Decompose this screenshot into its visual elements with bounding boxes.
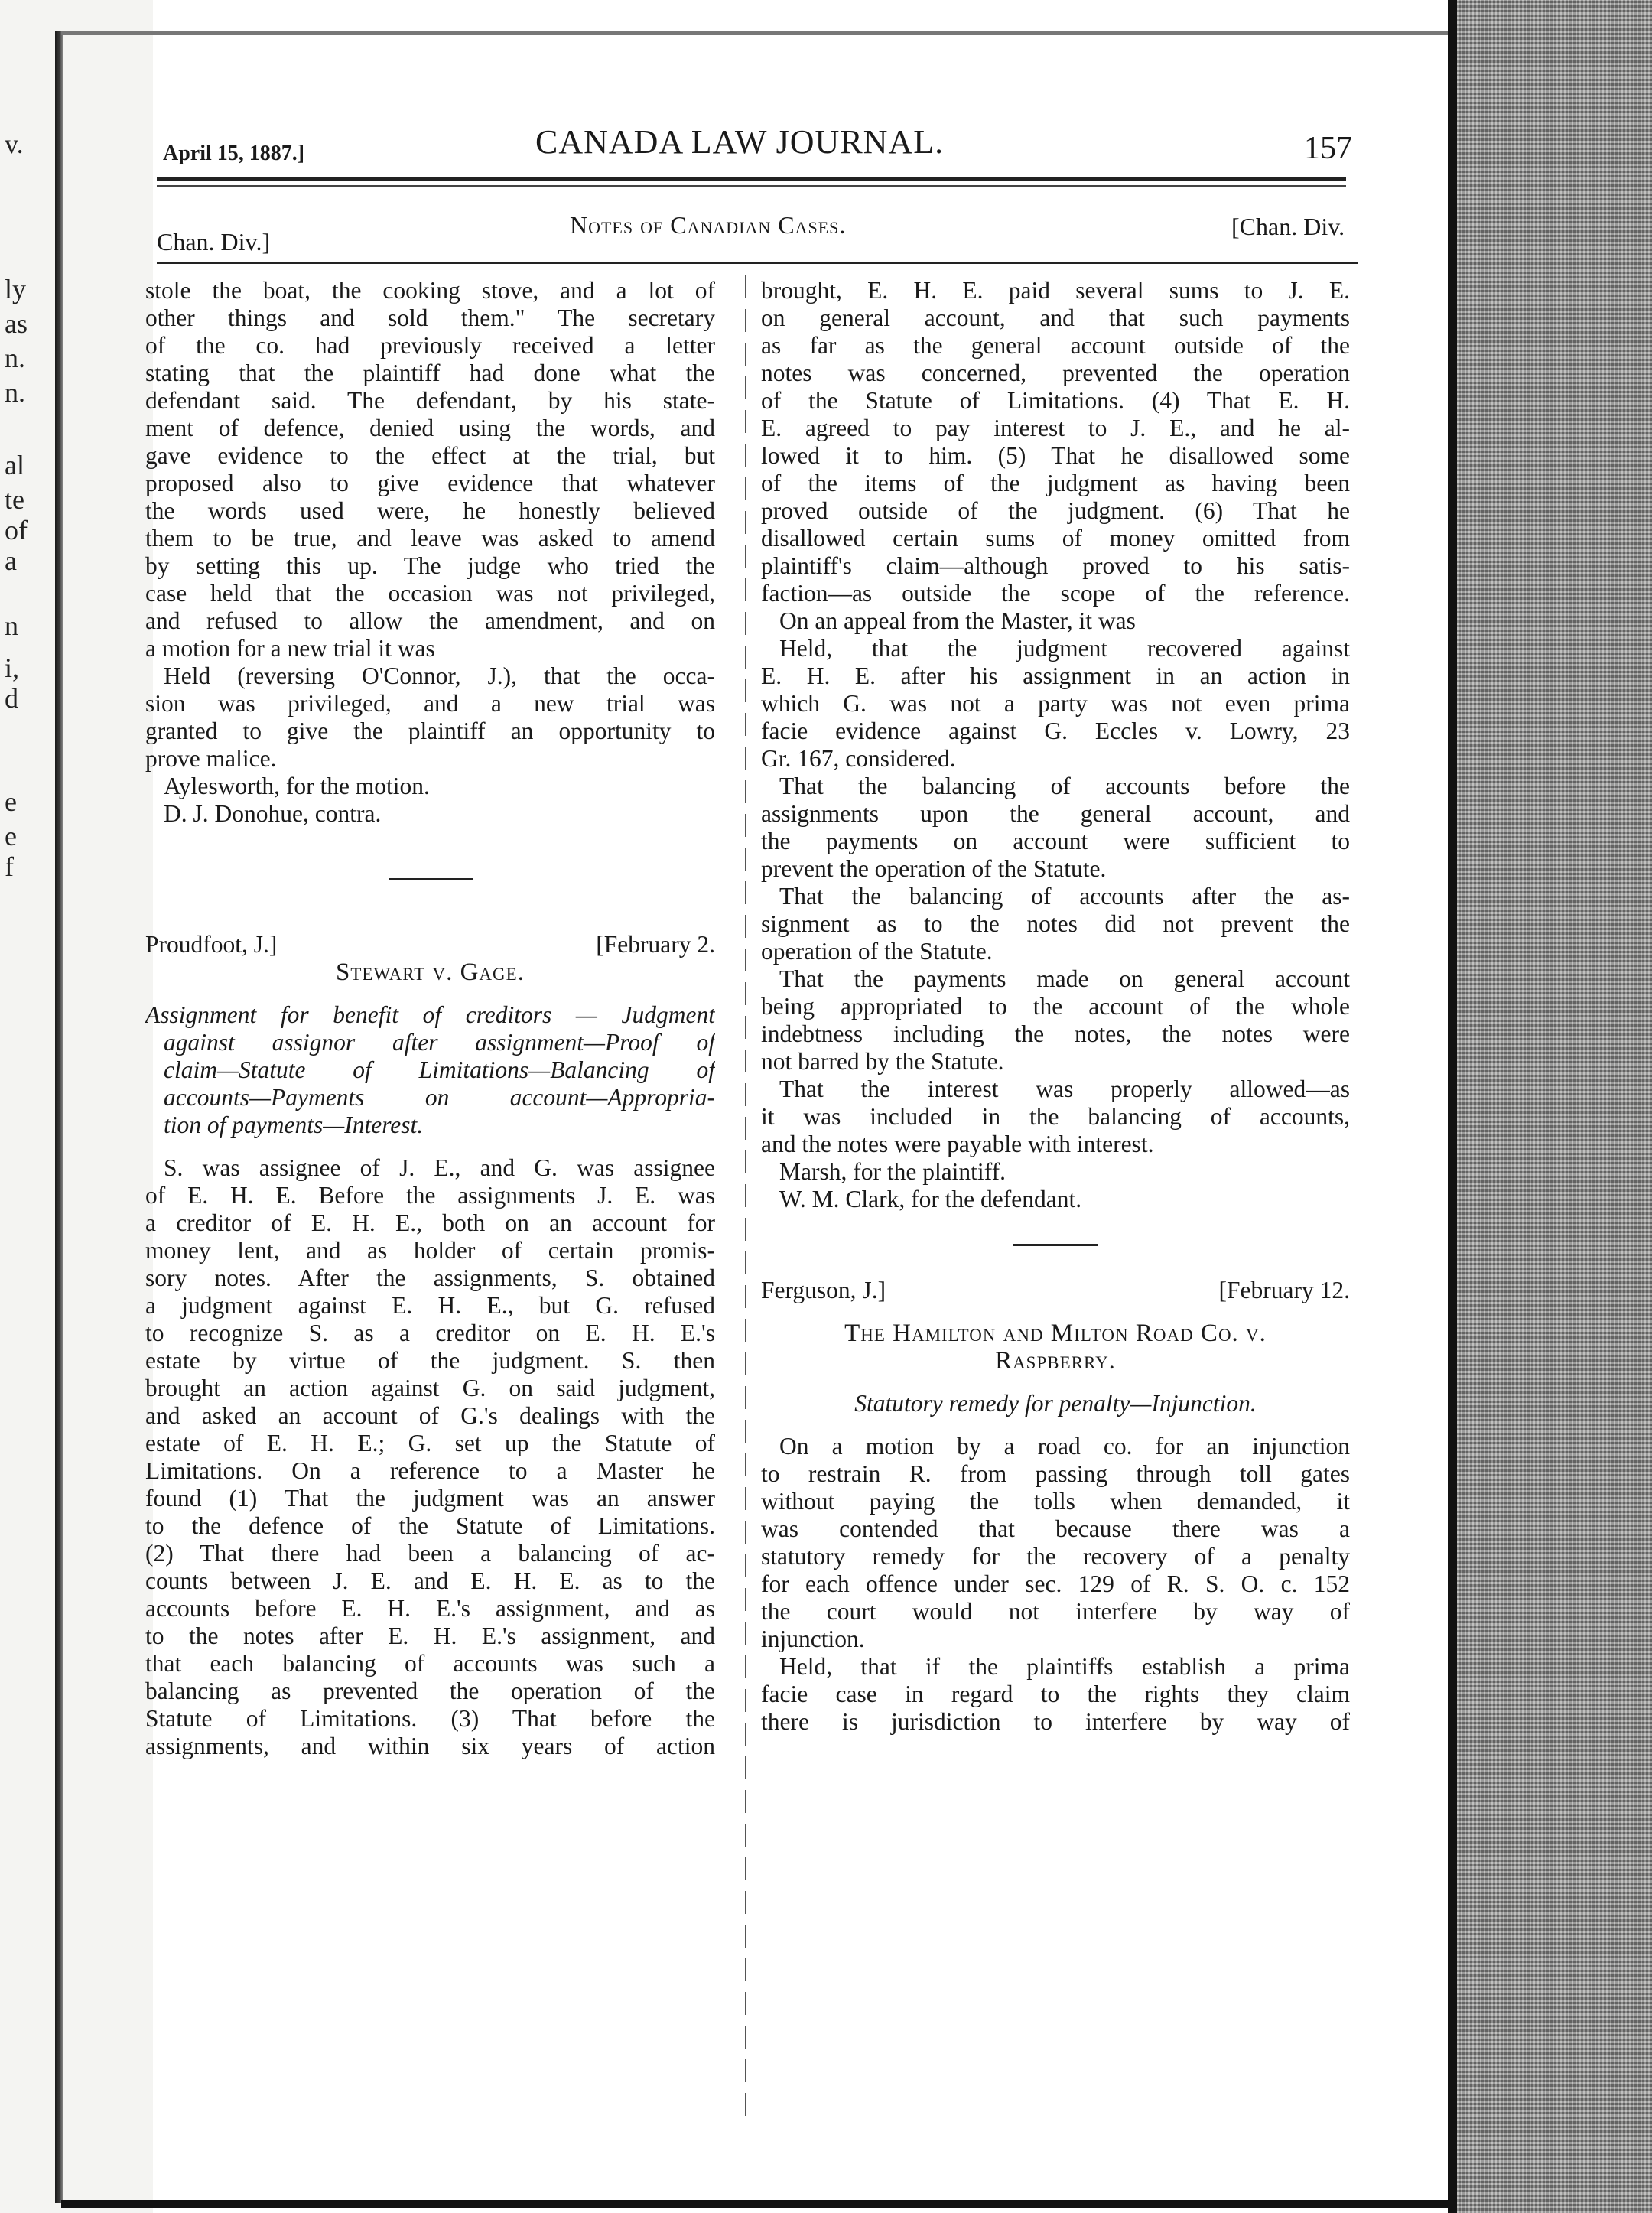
left-column	[145, 277, 715, 1760]
page-number: 157	[1304, 131, 1352, 166]
text-line: accounts before E. H. E.'s assignment, and as	[145, 1595, 715, 1622]
section-label-left: Chan. Div.]	[157, 228, 271, 255]
text-line: That the payments made on general account	[779, 965, 1350, 992]
margin-fragment: n.	[5, 377, 25, 408]
text-line: proved outside of the judgment. (6) That he	[761, 497, 1350, 524]
text-line: brought an action against G. on said judgment,	[145, 1375, 715, 1401]
headnote-line: Assignment for benefit of creditors — Judgment	[145, 1001, 715, 1028]
text-line: Limitations. On a reference to a Master he	[145, 1457, 715, 1484]
text-line: other things and sold them." The secretary	[145, 304, 715, 331]
column-divider	[745, 275, 746, 2127]
text-line: them to be true, and leave was asked to amend	[145, 525, 715, 552]
text-line: statutory remedy for the recovery of a penalty	[761, 1543, 1350, 1570]
margin-fragment: as	[5, 308, 28, 339]
margin-fragment: e	[5, 821, 17, 851]
text-line: of E. H. E. Before the assignments J. E. was	[145, 1182, 715, 1209]
margin-fragment: of	[5, 515, 28, 545]
text-line: That the balancing of accounts after the as-	[779, 883, 1350, 910]
text-line: (2) That there had been a balancing of ac-	[145, 1540, 715, 1567]
text-line: defendant said. The defendant, by his state-	[145, 387, 715, 414]
text-line: indebtness including the notes, the notes were	[761, 1020, 1350, 1047]
text-line: faction—as outside the scope of the reference.	[761, 580, 1350, 607]
headnote-line: against assignor after assignment—Proof of	[164, 1029, 715, 1056]
text-line: notes was concerned, prevented the operation	[761, 360, 1350, 386]
text-line: without paying the tolls when demanded, it	[761, 1488, 1350, 1515]
text-line: of the co. had previously received a letter	[145, 332, 715, 359]
text-line: disallowed certain sums of money omitted from	[761, 525, 1350, 552]
text-line: assignments upon the general account, and	[761, 800, 1350, 827]
margin-fragment: v.	[5, 129, 24, 159]
text-line: as far as the general account outside of the	[761, 332, 1350, 359]
margin-fragment: al	[5, 450, 24, 480]
held-line: prove malice.	[145, 745, 277, 772]
counsel-line: D. J. Donohue, contra.	[164, 800, 382, 827]
right-column	[761, 277, 1350, 1736]
header-rule	[157, 177, 1346, 181]
counsel-line: Aylesworth, for the motion.	[164, 773, 430, 799]
text-line: and refused to allow the amendment, and on	[145, 607, 715, 634]
text-line: of the Statute of Limitations. (4) That E. H.	[761, 387, 1350, 414]
judge-name: Ferguson, J.]	[761, 1277, 886, 1303]
text-line: and asked an account of G.'s dealings with the	[145, 1402, 715, 1429]
margin-fragment: e	[5, 786, 17, 817]
text-line: was contended that because there was a	[761, 1515, 1350, 1542]
margin-fragment: te	[5, 484, 24, 515]
text-line: balancing as prevented the operation of the	[145, 1678, 715, 1704]
held-line: sion was privileged, and a new trial was	[145, 690, 715, 717]
text-line: plaintiff's claim—although proved to his satis-	[761, 552, 1350, 579]
held-line: Gr. 167, considered.	[761, 745, 956, 772]
case-title: Raspberry.	[995, 1347, 1116, 1375]
text-line: found (1) That the judgment was an answer	[145, 1485, 715, 1512]
text-line: brought, E. H. E. paid several sums to J. E.	[761, 277, 1350, 304]
text-line: On an appeal from the Master, it was	[779, 607, 1136, 634]
text-line: to the defence of the Statute of Limitations.	[145, 1512, 715, 1539]
text-line: stole the boat, the cooking stove, and a lot of	[145, 277, 715, 304]
case-judge-line	[145, 931, 715, 958]
text-line: case held that the occasion was not privileged,	[145, 580, 715, 607]
text-line: counts between J. E. and E. H. E. as to the	[145, 1567, 715, 1594]
margin-fragment: n.	[5, 343, 25, 373]
judgment-date: [February 12.	[1218, 1277, 1350, 1303]
text-line: to the notes after E. H. E.'s assignment, and	[145, 1622, 715, 1649]
headnote-line: accounts—Payments on account—Appropria-	[164, 1084, 715, 1111]
headnote-line: claim—Statute of Limitations—Balancing of	[164, 1056, 715, 1083]
held-line: which G. was not a party was not even prima	[761, 690, 1350, 717]
counsel-line: W. M. Clark, for the defendant.	[779, 1186, 1082, 1212]
text-line: That the balancing of accounts before the	[779, 773, 1350, 799]
case-title: Stewart v. Gage.	[336, 958, 525, 986]
counsel-line: Marsh, for the plaintiff.	[779, 1158, 1006, 1185]
text-line: lowed it to him. (5) That he disallowed some	[761, 442, 1350, 469]
held-line: Held (reversing O'Connor, J.), that the occa-	[164, 662, 715, 689]
margin-fragment: f	[5, 851, 14, 882]
text-line: and the notes were payable with interest.	[761, 1131, 1154, 1157]
held-line: facie evidence against G. Eccles v. Lowry, 23	[761, 718, 1350, 744]
text-line: operation of the Statute.	[761, 938, 993, 965]
text-line: estate of E. H. E.; G. set up the Statute of	[145, 1430, 715, 1456]
text-line: of the items of the judgment as having been	[761, 470, 1350, 496]
scan-left-margin	[0, 0, 153, 2213]
text-line: sory notes. After the assignments, S. obtained	[145, 1264, 715, 1291]
headnote-line: tion of payments—Interest.	[164, 1111, 424, 1138]
header-rule-thin	[157, 185, 1346, 187]
text-line: That the interest was properly allowed—as	[779, 1076, 1350, 1102]
text-line: to restrain R. from passing through toll gates	[761, 1460, 1350, 1487]
judge-name: Proudfoot, J.]	[145, 931, 278, 958]
text-line: a judgment against E. H. E., but G. refused	[145, 1292, 715, 1319]
margin-fragment: n	[5, 610, 18, 641]
text-line: that each balancing of accounts was such a	[145, 1650, 715, 1677]
text-line: the words used were, he honestly believed	[145, 497, 715, 524]
margin-fragment: i,	[5, 653, 20, 683]
text-line: money lent, and as holder of certain promis-	[145, 1237, 715, 1264]
text-line: prevent the operation of the Statute.	[761, 855, 1107, 882]
text-line: to recognize S. as a creditor on E. H. E.'s	[145, 1320, 715, 1346]
text-line: stating that the plaintiff had done what the	[145, 360, 715, 386]
margin-fragment: d	[5, 683, 18, 714]
text-line: a creditor of E. H. E., both on an account for	[145, 1209, 715, 1236]
scan-page-edge-top	[61, 31, 1448, 35]
margin-fragment: a	[5, 545, 17, 576]
section-label-right: [Chan. Div.	[1231, 213, 1345, 240]
text-line: on general account, and that such payments	[761, 304, 1350, 331]
held-line: Held, that the judgment recovered against	[779, 635, 1350, 662]
held-line: Held, that if the plaintiffs establish a prima	[779, 1653, 1350, 1680]
text-line: ment of defence, denied using the words, and	[145, 415, 715, 441]
text-line: not barred by the Statute.	[761, 1048, 1004, 1075]
text-line: signment as to the notes did not prevent the	[761, 910, 1350, 937]
text-line: estate by virtue of the judgment. S. then	[145, 1347, 715, 1374]
text-line: injunction.	[761, 1626, 865, 1652]
held-line: facie case in regard to the rights they claim	[761, 1681, 1350, 1707]
section-rule	[157, 262, 1358, 264]
text-line: Statute of Limitations. (3) That before the	[145, 1705, 715, 1732]
case-title: The Hamilton and Milton Road Co. v.	[844, 1320, 1267, 1347]
text-line: On a motion by a road co. for an injunction	[779, 1433, 1350, 1460]
text-line: S. was assignee of J. E., and G. was assignee	[164, 1154, 715, 1181]
text-line: for each offence under sec. 129 of R. S. O. c. 152	[761, 1570, 1350, 1597]
text-line: it was included in the balancing of accounts,	[761, 1103, 1350, 1130]
text-line: being appropriated to the account of the whole	[761, 993, 1350, 1020]
judgment-date: [February 2.	[596, 931, 715, 958]
text-line: by setting this up. The judge who tried the	[145, 552, 715, 579]
scan-page-edge-bottom	[61, 2200, 1448, 2208]
text-line: the payments on account were sufficient to	[761, 828, 1350, 854]
scan-page-edge-left	[55, 31, 63, 2203]
held-line: granted to give the plaintiff an opportunity to	[145, 718, 715, 744]
text-line: a motion for a new trial it was	[145, 635, 435, 662]
text-line: E. agreed to pay interest to J. E., and he al-	[761, 415, 1350, 441]
text-line: proposed also to give evidence that whatever	[145, 470, 715, 496]
scan-right-margin	[1457, 0, 1652, 2213]
held-line: E. H. E. after his assignment in an action in	[761, 662, 1350, 689]
held-line: there is jurisdiction to interfere by way of	[761, 1708, 1350, 1735]
text-line: gave evidence to the effect at the trial, but	[145, 442, 715, 469]
text-line: assignments, and within six years of action	[145, 1733, 715, 1759]
journal-title: CANADA LAW JOURNAL.	[535, 123, 945, 161]
headnote-line: Statutory remedy for penalty—Injunction.	[854, 1390, 1257, 1417]
case-judge-line	[761, 1277, 1350, 1304]
section-title: Notes of Canadian Cases.	[570, 211, 847, 239]
running-date: April 15, 1887.]	[163, 142, 305, 165]
text-line: the court would not interfere by way of	[761, 1598, 1350, 1625]
margin-fragment: ly	[5, 274, 27, 304]
